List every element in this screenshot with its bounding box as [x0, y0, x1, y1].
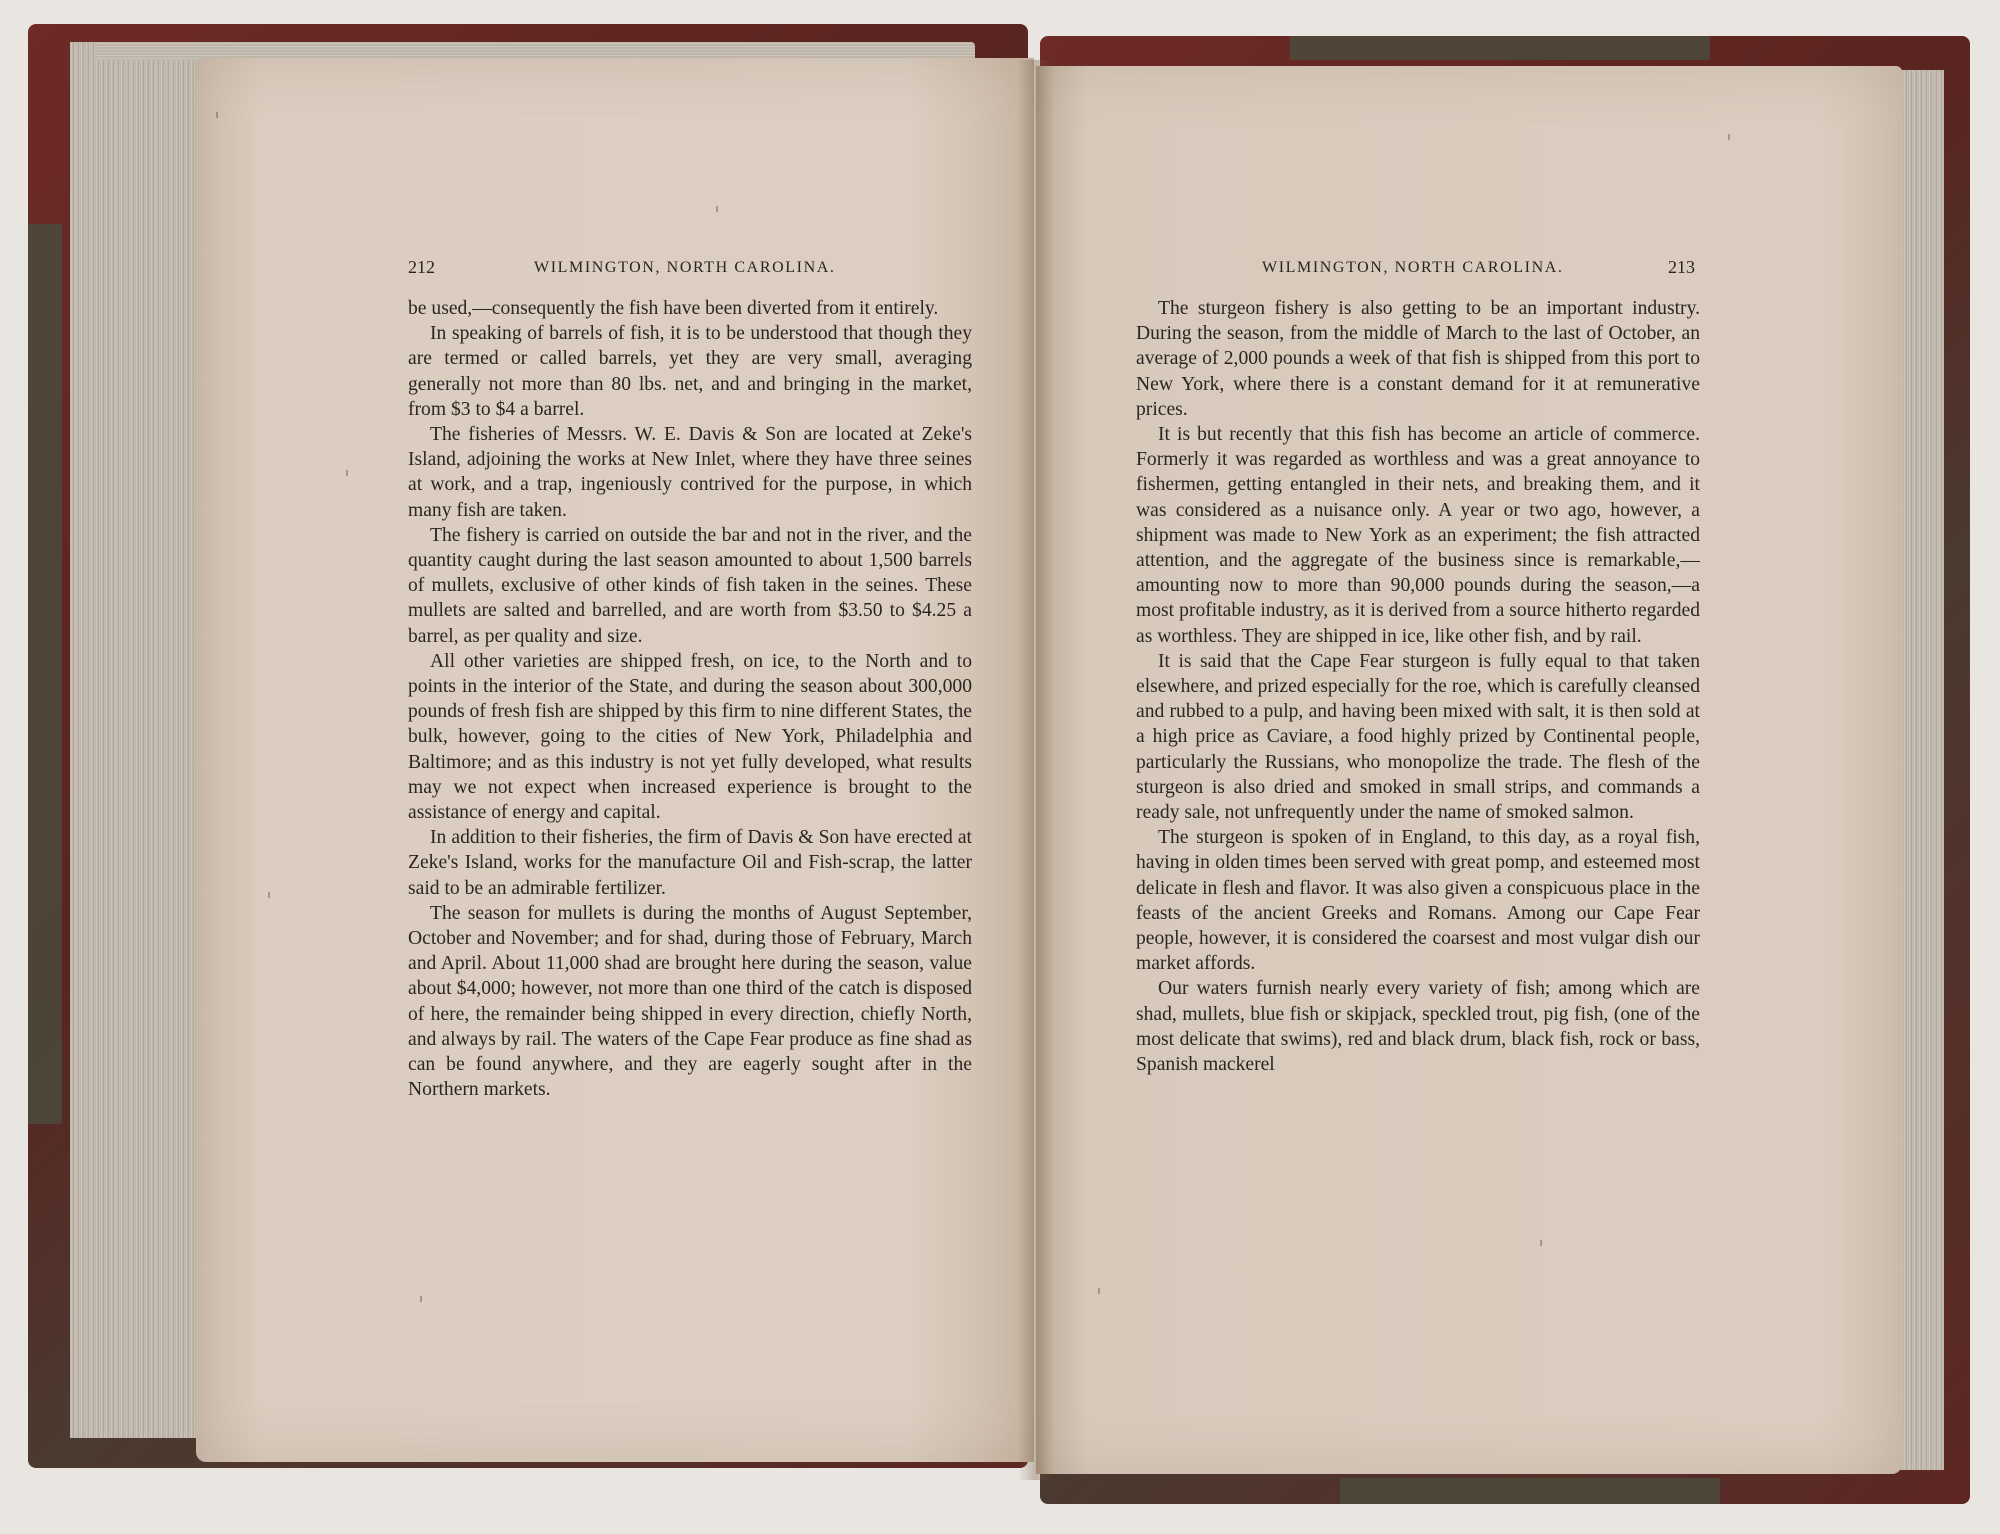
- page-number-left: 212: [408, 257, 435, 277]
- paragraph: The fishery is carried on outside the bar and not in the river, and the quantity caught during the last season amounted to about 1,500 barrels of mullets, exclusive of other kinds of fish taken in the seines. These mullets are salted and barrelled, and are worth from $3.50 to $4.25 a barrel, as per quality and size.: [408, 524, 972, 647]
- paragraph: It is said that the Cape Fear sturgeon is fully equal to that taken elsewhere, and prized especially for the roe, which is carefully cleansed and rubbed to a pulp, and having been mixed with salt, it is then sold at a high price as Caviare, a food highly prized by Continental people, particularly the Russians, who monopolize the trade. The flesh of the sturgeon is also dried and smoked in small strips, and commands a ready sale, not unfrequently under the name of smoked salmon.: [1136, 650, 1700, 824]
- left-page-text: [408, 296, 972, 1103]
- page-block-edge-left: [70, 42, 210, 1438]
- paragraph: The sturgeon fishery is also getting to be an important industry. During the season, from the middle of March to the last of October, an average of 2,000 pounds a week of that fish is shipped from this port to New York, where there is a constant demand for it at remunerative prices.: [1136, 298, 1700, 420]
- paragraph: In speaking of barrels of fish, it is to be understood that though they are termed or called barrels, yet they are very small, averaging generally not more than 80 lbs. net, and and bringing in the market, from $3 to $4 a barrel.: [408, 323, 972, 420]
- paragraph: Our waters furnish nearly every variety of fish; among which are shad, mullets, blue fish or skipjack, speckled trout, pig fish, (one of the most delicate that swims), red and black drum, black fish, rock or bass, Spanish mackerel: [1136, 978, 1700, 1076]
- paragraph: The sturgeon is spoken of in England, to this day, as a royal fish, having in olden times been served with great pomp, and esteemed most delicate in flesh and flavor. It was also given a conspicuous place in the feasts of the ancient Greeks and Romans. Among our Cape Fear people, however, it is considered the coarsest and most vulgar dish our market affords.: [1136, 827, 1700, 975]
- paragraph: All other varieties are shipped fresh, on ice, to the North and to points in the interior of the State, and during the season about 300,000 pounds of fresh fish are shipped by this firm to nine different States, the bulk, however, going to the cities of New York, Philadelphia and Baltimore; and as this industry is not yet fully developed, what results may we not expect when increased experience is brought to the assistance of energy and capital.: [408, 650, 972, 824]
- paragraph: The season for mullets is during the months of August September, October and November; and for shad, during those of February, March and April. About 11,000 shad are brought here during the season, value about $4,000; however, not more than one third of the catch is disposed of here, the remainder being shipped in every direction, chiefly North, and always by rail. The waters of the Cape Fear produce as fine shad as can be found anywhere, and they are eagerly sought after in the Northern markets.: [408, 902, 972, 1101]
- book-gutter: [1018, 60, 1054, 1480]
- paragraph: In addition to their fisheries, the firm of Davis & Son have erected at Zeke's Island, works for the manufacture Oil and Fish-scrap, the latter said to be an admirable fertilizer.: [408, 827, 972, 899]
- paragraph: The fisheries of Messrs. W. E. Davis & Son are located at Zeke's Island, adjoining the works at New Inlet, where they have three seines at work, and a trap, ingeniously contrived for the purpose, in which many fish are taken.: [408, 424, 972, 521]
- right-page-text: [1136, 296, 1700, 1077]
- running-head-right: WILMINGTON, NORTH CAROLINA.: [1262, 259, 1564, 276]
- running-head-left: WILMINGTON, NORTH CAROLINA.: [534, 259, 836, 276]
- paragraph: It is but recently that this fish has become an article of commerce. Formerly it was regarded as worthless and was a great annoyance to fishermen, getting entangled in their nets, and breaking them, and it was considered as a nuisance only. A year or two ago, however, a shipment was made to New York as an experiment; the fish attracted attention, and the aggregate of the business since is remarkable,—amounting now to more than 90,000 pounds during the season,—a most profitable industry, as it is derived from a source hitherto regarded as worthless. They are shipped in ice, like other fish, and by rail.: [1136, 424, 1700, 647]
- page-number-right: 213: [1668, 257, 1695, 277]
- paragraph: be used,—consequently the fish have been diverted from it entirely.: [408, 298, 939, 319]
